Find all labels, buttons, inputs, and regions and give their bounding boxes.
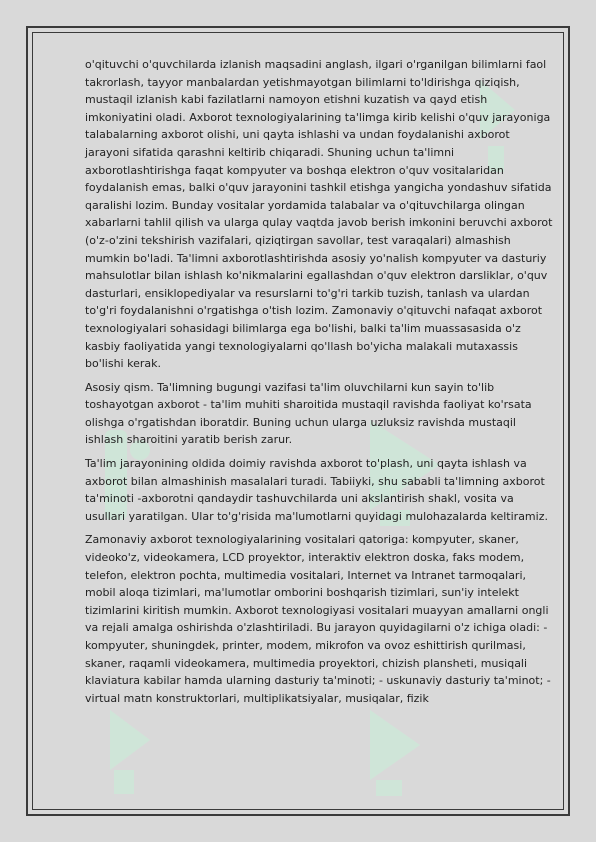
- paragraph-information-supply: Ta'lim jarayonining oldida doimiy ravishda axborot to'plash, uni qayta ishlash va axborot bilan almashinish masalalari turadi. Tabiiyki, shu sababli ta'limning axborot ta'minoti -axborotni qandaydir tashuvchilarda uni akslantirish shakl, vosita va usullari yaratilgan. Ular to'g'risida ma'lumotlarni quyidagi mulohazalarda keltiramiz.: [85, 457, 548, 523]
- watermark-mark-bottom-left: [100, 700, 170, 800]
- paragraph-modern-technologies: Zamonaviy axborot texnologiyalarining vositalari qatoriga: kompyuter, skaner, videoko'z, videokamera, LCD proyektor, interaktiv elektron doska, faks modem, telefon, elektron pochta, multimedia vositalari, Internet va Intranet tarmoqalari, mobil aloqa tizimlari, ma'lumotlar omborini boshqarish tizimlari, sun'iy intelekt tizimlarini kiritish mumkin. Axborot texnologiyasi vositalari muayyan amallarni ongli va rejali amalga oshirishda o'zlashtiriladi. Bu jarayon quyidagilarni o'z ichiga oladi: - kompyuter, shuningdek, printer, modem, mikrofon va ovoz eshittirish qurilmasi, skaner, raqamli videokamera, multimedia proyektori, chizish plansheti, musiqali klaviatura kabilar hamda ularning dasturiy ta'minoti; - uskunaviy dasturiy ta'minot; -virtual matn konstruktorlari, multiplikatsiyalar, musiqalar, fizik: [85, 533, 551, 705]
- watermark-mark-bottom-center: [360, 700, 450, 800]
- document-body: [85, 56, 553, 713]
- paragraph-intro-continuation: o'qituvchi o'quvchilarda izlanish maqsadini anglash, ilgari o'rganilgan bilimlarni faol takrorlash, tayyor manbalardan yetishmayotgan bilimlarni to'ldirishga qiziqish, mustaqil izlanish kabi fazilatlarni namoyon etishni kuzatish va qayd etish imkoniyatini oladi. Axborot texnologiyalarining ta'limga kirib kelishi o'quv jarayoniga talabalarning axborot olishi, uni qayta ishlashi va undan foydalanishi axborot jarayoni sifatida qarashni keltirib chiqaradi. Shuning uchun ta'limni axborotlashtirishga faqat kompyuter va boshqa elektron o'quv vositalaridan foydalanish emas, balki o'quv jarayonini tashkil etishga yangicha yondashuv sifatida qaralishi lozim. Bunday vositalar yordamida talabalar va o'qituvchilarga olingan xabarlarni tahlil qilish va ularga qulay vaqtda javob berish imkonini beruvchi axborot (o'z-o'zini tekshirish vazifalari, qiziqtirgan savollar, test varaqalari) almashish mumkin bo'ladi. Ta'limni axborotlashtirishda asosiy yo'nalish kompyuter va dasturiy mahsulotlar bilan ishlash ko'nikmalarini egallashdan o'quv elektron darsliklar, o'quv dasturlari, ensiklopediyalar va resurslarni to'g'ri tarkib tuzish, tanlash va ulardan to'g'ri foydalanishni o'rgatishga o'tish lozim. Zamonaviy o'qituvchi nafaqat axborot texnologiyalari sohasidagi bilimlarga ega bo'lishi, balki ta'lim muassasasida o'z kasbiy faoliyatida yangi texnologiyalarni qo'llash bo'yicha malakali mutaxassis bo'lishi kerak.: [85, 58, 553, 371]
- paragraph-main-part: Asosiy qism. Ta'limning bugungi vazifasi ta'lim oluvchilarni kun sayin to'lib toshayotgan axborot - ta'lim muhiti sharoitida mustaqil ravishda faoliyat ko'rsata olishga o'rgatishdan iboratdir. Buning uchun ularga uzluksiz ravishda mustaqil ishlash sharoitini yaratib berish zarur.: [85, 380, 532, 447]
